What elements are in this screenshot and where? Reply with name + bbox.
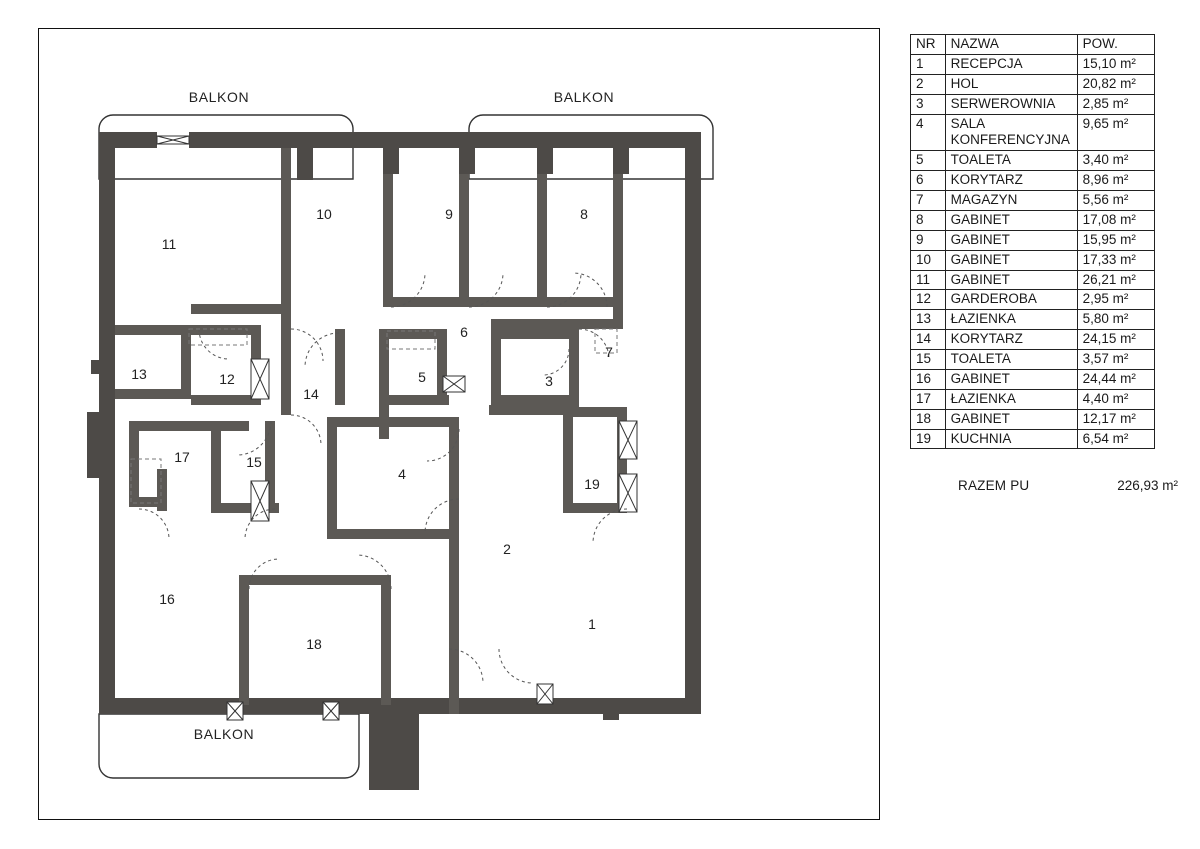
cell-name: GARDEROBA <box>945 290 1077 310</box>
room-number: 5 <box>418 369 426 385</box>
table-row <box>911 191 1155 211</box>
table-row <box>911 310 1155 330</box>
balcony-label: BALKON <box>553 89 615 105</box>
cell-area: 9,65 m² <box>1077 114 1154 151</box>
cell-nr: 2 <box>911 74 946 94</box>
cell-name: HOL <box>945 74 1077 94</box>
cell-nr: 18 <box>911 409 946 429</box>
floor-plan-drawing <box>39 29 879 819</box>
cell-nr: 19 <box>911 429 946 449</box>
cell-area: 17,08 m² <box>1077 210 1154 230</box>
cell-area: 8,96 m² <box>1077 171 1154 191</box>
balcony-label: BALKON <box>188 89 250 105</box>
room-number: 15 <box>246 454 262 470</box>
room-number: 2 <box>503 541 511 557</box>
room-number: 16 <box>159 591 175 607</box>
room-number: 13 <box>131 366 147 382</box>
table-row <box>911 409 1155 429</box>
table-row <box>911 389 1155 409</box>
cell-area: 6,54 m² <box>1077 429 1154 449</box>
floor-plan-frame <box>38 28 880 820</box>
table-row <box>911 290 1155 310</box>
room-number: 7 <box>605 344 613 360</box>
table-row <box>911 54 1155 74</box>
cell-name: KORYTARZ <box>945 171 1077 191</box>
room-number: 1 <box>588 616 596 632</box>
cell-area: 5,56 m² <box>1077 191 1154 211</box>
cell-nr: 1 <box>911 54 946 74</box>
cell-area: 15,10 m² <box>1077 54 1154 74</box>
table-row <box>911 151 1155 171</box>
room-number: 17 <box>174 449 190 465</box>
cell-name: ŁAZIENKA <box>945 389 1077 409</box>
cell-name: GABINET <box>945 369 1077 389</box>
cell-name: KUCHNIA <box>945 429 1077 449</box>
balcony-label: BALKON <box>193 726 255 742</box>
table-row <box>911 114 1155 151</box>
cell-nr: 12 <box>911 290 946 310</box>
room-number: 9 <box>445 206 453 222</box>
cell-area: 17,33 m² <box>1077 250 1154 270</box>
cell-name: SALA KONFERENCYJNA <box>945 114 1077 151</box>
total-label: RAZEM PU <box>958 478 1030 493</box>
header-name: NAZWA <box>945 35 1077 55</box>
cell-nr: 11 <box>911 270 946 290</box>
cell-name: GABINET <box>945 210 1077 230</box>
header-nr: NR <box>911 35 946 55</box>
cell-nr: 14 <box>911 330 946 350</box>
cell-name: KORYTARZ <box>945 330 1077 350</box>
cell-name: TOALETA <box>945 151 1077 171</box>
cell-area: 2,85 m² <box>1077 94 1154 114</box>
table-row <box>911 270 1155 290</box>
cell-area: 12,17 m² <box>1077 409 1154 429</box>
cell-nr: 15 <box>911 350 946 370</box>
cell-nr: 9 <box>911 230 946 250</box>
cell-nr: 8 <box>911 210 946 230</box>
total-value: 226,93 m² <box>1117 478 1178 493</box>
room-number: 14 <box>303 386 319 402</box>
table-row <box>911 94 1155 114</box>
interior-walls <box>115 148 627 714</box>
cell-area: 3,57 m² <box>1077 350 1154 370</box>
room-schedule-table <box>910 34 1155 449</box>
table-row <box>911 210 1155 230</box>
room-number: 18 <box>306 636 322 652</box>
cell-name: GABINET <box>945 270 1077 290</box>
total-area-summary <box>958 478 1178 493</box>
room-number: 12 <box>219 371 235 387</box>
table-header-row <box>911 35 1155 55</box>
cell-name: GABINET <box>945 250 1077 270</box>
cell-nr: 3 <box>911 94 946 114</box>
table-row <box>911 230 1155 250</box>
cell-area: 5,80 m² <box>1077 310 1154 330</box>
table-row <box>911 250 1155 270</box>
room-number: 6 <box>460 324 468 340</box>
table-row <box>911 369 1155 389</box>
table-row <box>911 429 1155 449</box>
room-number: 11 <box>161 236 177 252</box>
cell-nr: 5 <box>911 151 946 171</box>
room-number: 19 <box>584 476 600 492</box>
room-number: 4 <box>398 466 406 482</box>
cell-area: 24,15 m² <box>1077 330 1154 350</box>
cell-nr: 16 <box>911 369 946 389</box>
cell-nr: 7 <box>911 191 946 211</box>
cell-area: 2,95 m² <box>1077 290 1154 310</box>
cell-name: GABINET <box>945 409 1077 429</box>
cell-nr: 4 <box>911 114 946 151</box>
cell-name: GABINET <box>945 230 1077 250</box>
cell-area: 24,44 m² <box>1077 369 1154 389</box>
room-number: 10 <box>316 206 332 222</box>
room-number: 8 <box>580 206 588 222</box>
cell-name: ŁAZIENKA <box>945 310 1077 330</box>
table-row <box>911 171 1155 191</box>
table-row <box>911 74 1155 94</box>
cell-nr: 6 <box>911 171 946 191</box>
cell-name: MAGAZYN <box>945 191 1077 211</box>
table-row <box>911 330 1155 350</box>
fixtures <box>131 329 617 503</box>
cell-name: RECEPCJA <box>945 54 1077 74</box>
cell-name: TOALETA <box>945 350 1077 370</box>
room-number: 3 <box>545 373 553 389</box>
cell-nr: 13 <box>911 310 946 330</box>
cell-area: 26,21 m² <box>1077 270 1154 290</box>
cell-area: 4,40 m² <box>1077 389 1154 409</box>
cell-area: 20,82 m² <box>1077 74 1154 94</box>
table-row <box>911 350 1155 370</box>
cell-area: 3,40 m² <box>1077 151 1154 171</box>
header-area: POW. <box>1077 35 1154 55</box>
cell-area: 15,95 m² <box>1077 230 1154 250</box>
cell-name: SERWEROWNIA <box>945 94 1077 114</box>
cell-nr: 17 <box>911 389 946 409</box>
cell-nr: 10 <box>911 250 946 270</box>
